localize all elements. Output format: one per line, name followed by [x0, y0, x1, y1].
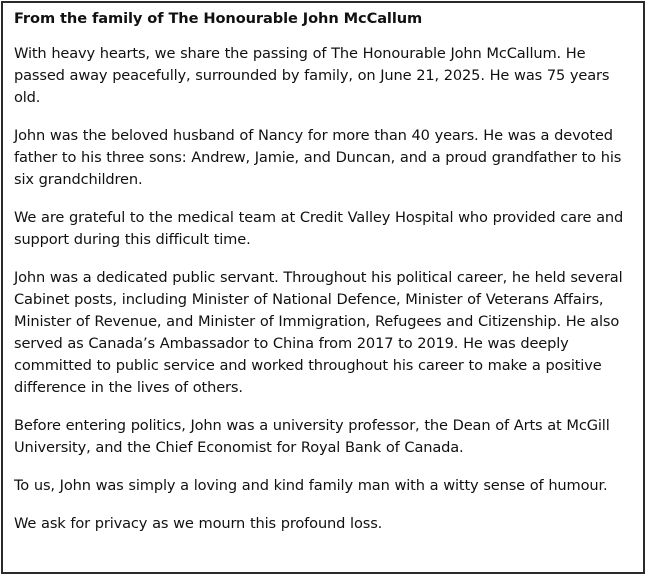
paragraph-family-man: To us, John was simply a loving and kind family man with a witty sense of humour. [14, 477, 608, 494]
statement-title: From the family of The Honourable John McCallum [14, 10, 423, 27]
paragraph-public-service: John was a dedicated public servant. Throughout his political career, he held several Cabinet posts, including Minister of National Defence, Minister of Veterans Affairs, Minister of Revenue, and Minister of Immigration, Refugees and Citizenship. He also served as Canada’s Ambassador to China from 2017 to 2019. He was deeply committed to public service and worked throughout his career to make a positive difference in the lives of others. [14, 269, 623, 396]
statement-content [14, 9, 635, 535]
paragraph-early-career: Before entering politics, John was a university professor, the Dean of Arts at McGill University, and the Chief Economist for Royal Bank of Canada. [14, 417, 610, 456]
statement-frame [1, 1, 645, 574]
paragraph-privacy: We ask for privacy as we mourn this profound loss. [14, 515, 383, 532]
paragraph-passing: With heavy hearts, we share the passing of The Honourable John McCallum. He passed away peacefully, surrounded by family, on June 21, 2025. He was 75 years old. [14, 45, 610, 106]
paragraph-family: John was the beloved husband of Nancy for more than 40 years. He was a devoted father to his three sons: Andrew, Jamie, and Duncan, and a proud grandfather to his six grandchildren. [14, 127, 622, 188]
paragraph-gratitude: We are grateful to the medical team at Credit Valley Hospital who provided care and support during this difficult time. [14, 209, 624, 248]
